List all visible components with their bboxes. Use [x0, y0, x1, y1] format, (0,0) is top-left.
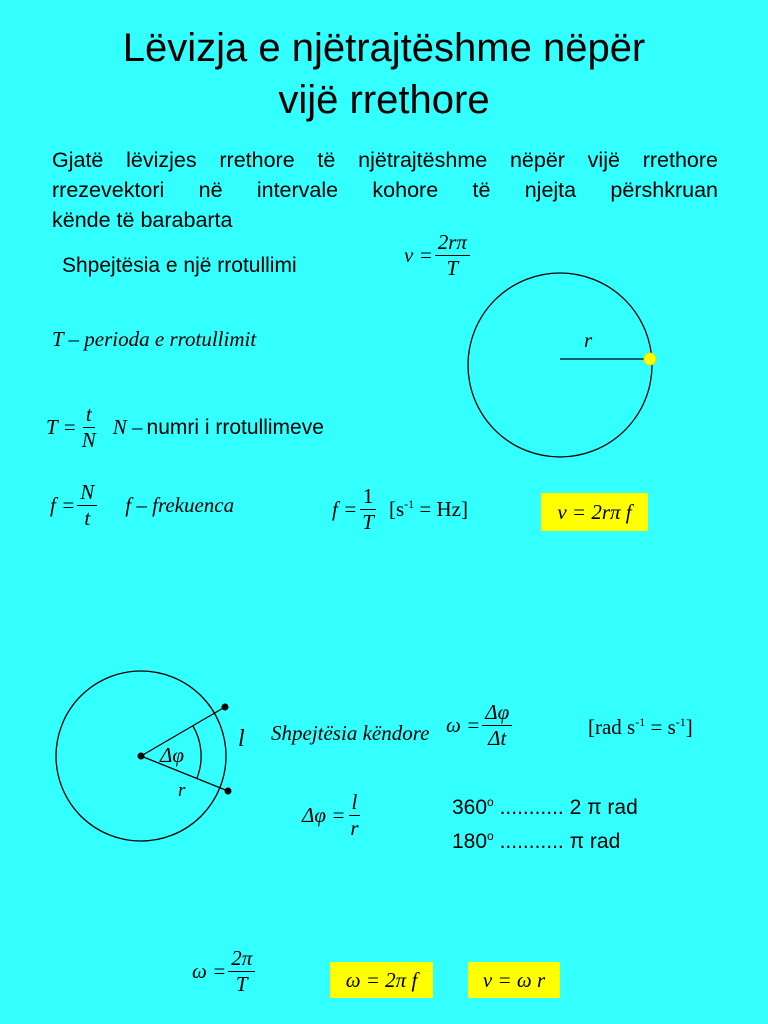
lower-point [225, 788, 232, 795]
conversion-line-2-sup: o [487, 829, 494, 843]
angle-radius-label: r [178, 780, 186, 801]
conversion-line-1-sup: o [487, 795, 494, 809]
freq-numerator: N [77, 482, 97, 506]
angle-lhs: Δφ = [302, 803, 346, 827]
omega-denominator: T [235, 972, 248, 996]
angular-denominator: Δt [488, 726, 507, 750]
center-point [138, 753, 145, 760]
speed-numerator: 2rπ [435, 232, 470, 256]
omega-lhs: ω = [192, 959, 227, 983]
speed-label: Shpejtësia e një rrotullimi [62, 254, 297, 277]
intro-line-2: rrezevektori në intervale kohore të njejta përshkruan [52, 178, 718, 202]
rotation-diagram [468, 273, 656, 457]
period-definition: T – perioda e rrotullimit [52, 327, 257, 351]
angular-numerator: Δφ [482, 702, 512, 726]
title-line-2: vijë rrethore [278, 78, 490, 122]
period-denominator: N [81, 428, 96, 452]
angular-label: Shpejtësia këndore [271, 721, 430, 745]
conversion-line-1-rest: ........... 2 π rad [493, 796, 638, 819]
angular-unit-c: ] [685, 715, 693, 739]
freq-unit-close: = Hz] [414, 497, 468, 521]
freq-inverse-numerator: 1 [360, 486, 377, 510]
freq-denominator: t [84, 506, 91, 530]
angle-diagram [56, 671, 245, 841]
rotating-point-dot [644, 353, 656, 365]
arc-length-label: l [238, 726, 245, 752]
upper-point [222, 704, 229, 711]
angle-label: Δφ [160, 743, 184, 767]
angle-denominator: r [350, 816, 359, 840]
freq-label: f – frekuenca [125, 493, 235, 517]
period-formula-lhs: T = [46, 415, 77, 439]
intro-line-3: kënde të barabarta [52, 208, 233, 232]
freq-inverse-lhs: f = [332, 497, 358, 521]
conversion-line-2-deg: 180 [452, 830, 488, 853]
freq-unit-open: [s [388, 497, 405, 521]
speed-denominator: T [446, 256, 459, 280]
conversion-line-1-deg: 360 [452, 796, 488, 819]
freq-formula-lhs: f = [50, 493, 76, 517]
angular-unit-a-exp: -1 [635, 715, 646, 729]
n-symbol: N – [112, 415, 143, 439]
angle-arc [193, 726, 201, 778]
angle-numerator: l [349, 792, 361, 816]
highlight-omega-formula: ω = 2π f [330, 962, 433, 998]
angular-unit-b: = s [645, 715, 676, 739]
rotation-circle [468, 273, 652, 457]
highlight-v-omega-formula: v = ω r [468, 962, 560, 998]
rotation-radius-label: r [584, 328, 593, 352]
highlight-v-formula: v = 2rπ f [541, 493, 648, 531]
title-line-1: Lëvizja e njëtrajtëshme nëpër [122, 26, 646, 70]
angular-unit-a: [rad s [588, 715, 636, 739]
speed-lhs: v = [404, 243, 433, 267]
omega-numerator: 2π [228, 948, 255, 972]
period-numerator: t [83, 404, 95, 428]
freq-inverse-denominator: T [362, 510, 374, 534]
angular-lhs: ω = [446, 713, 481, 737]
conversion-line-2-rest: ........... π rad [493, 830, 621, 853]
intro-line-1: Gjatë lëvizjes rrethore të njëtrajtëshme nëpër vijë rrethore [52, 148, 718, 172]
n-label: numri i rrotullimeve [146, 415, 324, 439]
freq-unit-exp: -1 [404, 497, 415, 511]
angular-unit-b-exp: -1 [675, 715, 686, 729]
